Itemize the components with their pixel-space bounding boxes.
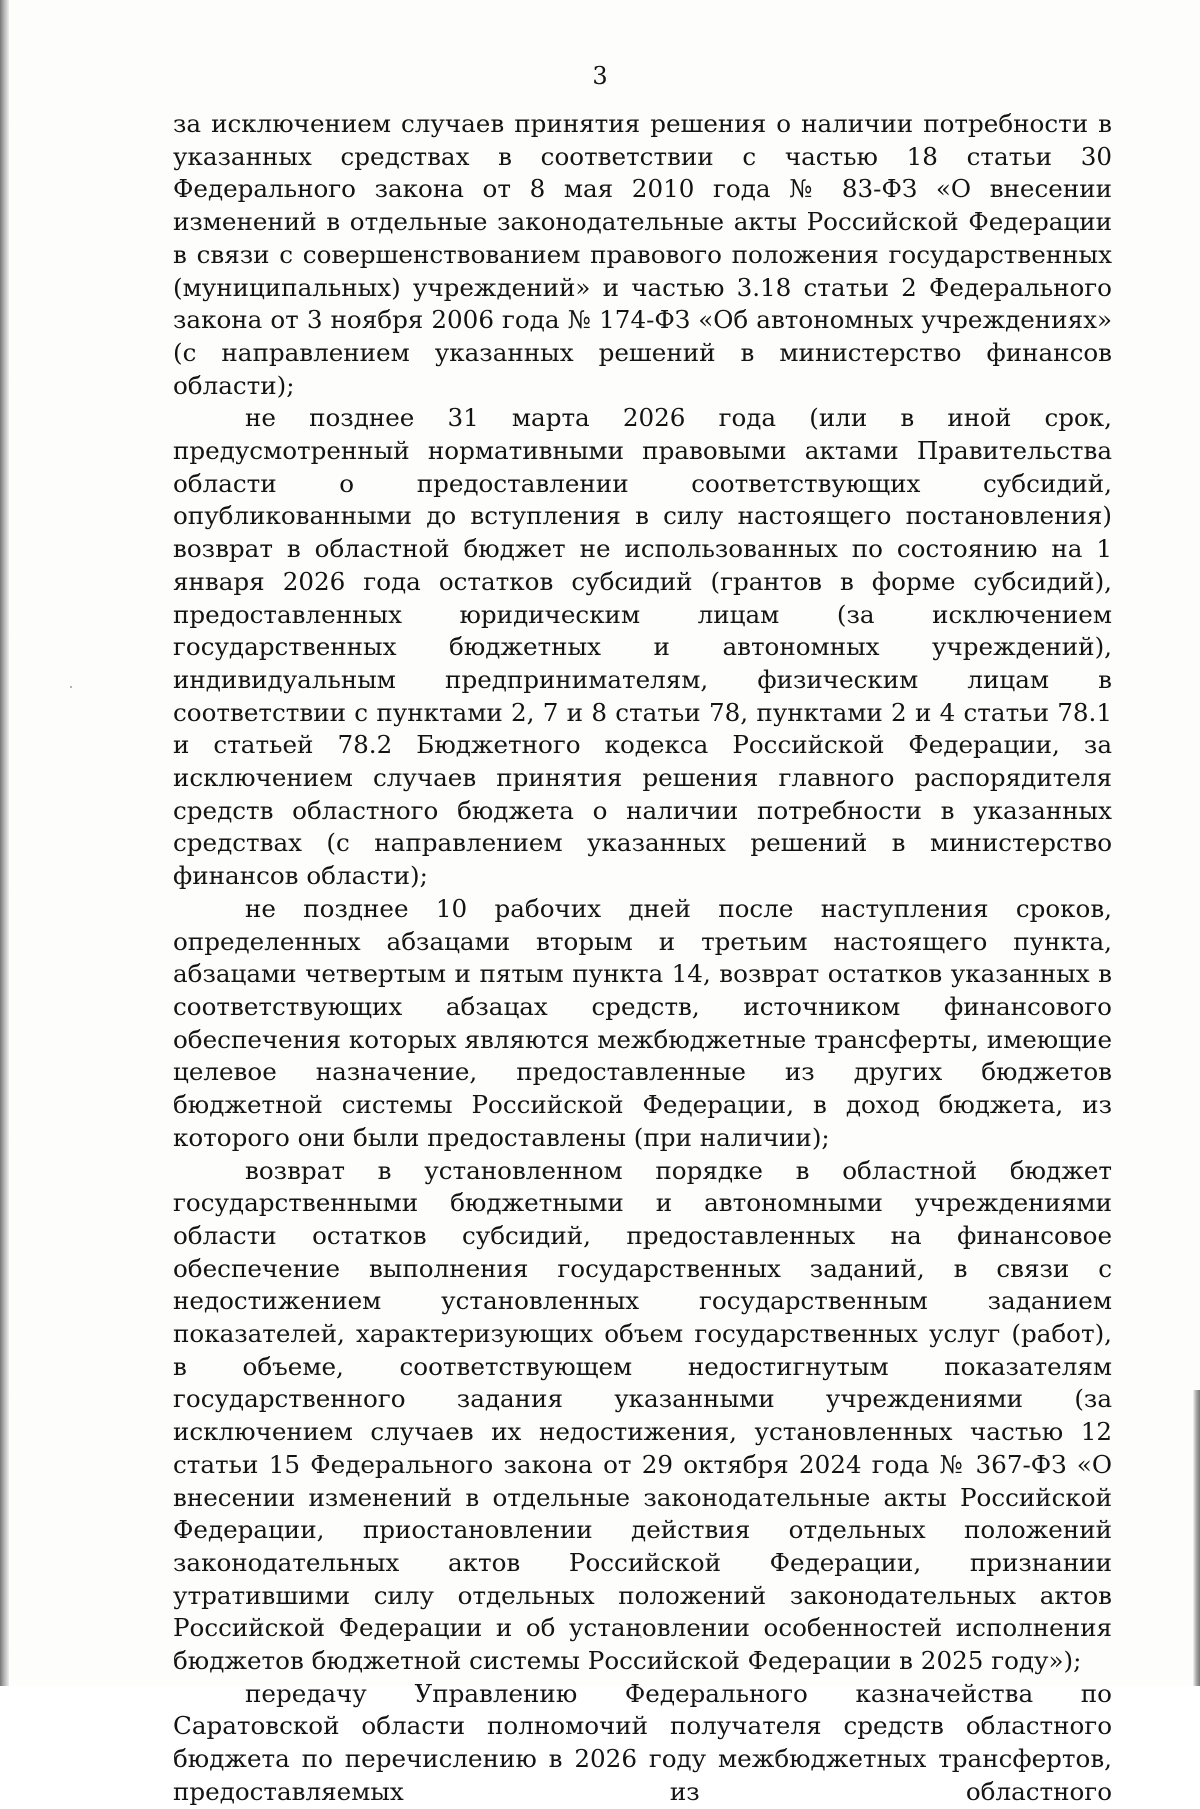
paragraph-ten-working-days: не позднее 10 рабочих дней после наступления сроков, определенных абзацами вторым и третьим настоящего пункта, абзацами четвертым и пятым пункта 14, возврат остатков указанных в соответствующих абзацах средств, источником финансового обеспечения которых являются межбюджетные трансферты, имеющие целевое назначение, предоставленные из других бюджетов бюджетной системы Российской Федерации, в доход бюджета, из которого они были предоставлены (при наличии);	[173, 893, 1112, 1152]
paragraph-deadline-march: не позднее 31 марта 2026 года (или в иной срок, предусмотренный нормативными правовыми актами Правительства области о предоставлении соответствующих субсидий, опубликованными до вступления в силу настоящего постановления) возврат в областной бюджет не использованных по состоянию на 1 января 2026 года остатков субсидий (грантов в форме субсидий), предоставленных юридическим лицам (за исключением государственных бюджетных и автономных учреждений), индивидуальным предпринимателям, физическим лицам в соответствии с пунктами 2, 7 и 8 статьи 78, пунктами 2 и 4 статьи 78.1 и статьей 78.2 Бюджетного кодекса Российской Федерации, за исключением случаев принятия решения главного распорядителя средств областного бюджета о наличии потребности в указанных средствах (с направлением указанных решений в министерство финансов области);	[173, 403, 1112, 891]
scan-edge-left	[0, 0, 9, 1686]
scan-speck	[70, 686, 72, 688]
page-number: 3	[592, 62, 608, 90]
paragraph-continuation: за исключением случаев принятия решения о наличии потребности в указанных средствах в соответствии с частью 18 статьи 30 Федерального закона от 8 мая 2010 года № 83-ФЗ «О внесении изменений в отдельные законодательные акты Российской Федерации в связи с совершенствованием правового положения государственных (муниципальных) учреждений» и частью 3.18 статьи 2 Федерального закона от 3 ноября 2006 года № 174-ФЗ «Об автономных учреждениях» (с направлением указанных решений в министерство финансов области);	[173, 109, 1112, 400]
document-body	[173, 108, 1112, 1809]
paragraph-treasury-transfer: передачу Управлению Федерального казначейства по Саратовской области полномочий получателя средств областного бюджета по перечислению в 2026 году межбюджетных трансфертов, предоставляемых из областного	[173, 1678, 1112, 1806]
scan-edge-right	[1193, 1390, 1200, 1686]
paragraph-return-subsidies: возврат в установленном порядке в областной бюджет государственными бюджетными и автономными учреждениями области остатков субсидий, предоставленных на финансовое обеспечение выполнения государственных заданий, в связи с недостижением установленных государственным заданием показателей, характеризующих объем государственных услуг (работ), в объеме, соответствующем недостигнутым показателям государственного задания указанными учреждениями (за исключением случаев их недостижения, установленных частью 12 статьи 15 Федерального закона от 29 октября 2024 года № 367-ФЗ «О внесении изменений в отдельные законодательные акты Российской Федерации, приостановлении действия отдельных положений законодательных актов Российской Федерации, признании утратившими силу отдельных положений законодательных актов Российской Федерации и об установлении особенностей исполнения бюджетов бюджетной системы Российской Федерации в 2025 году»);	[173, 1155, 1112, 1676]
